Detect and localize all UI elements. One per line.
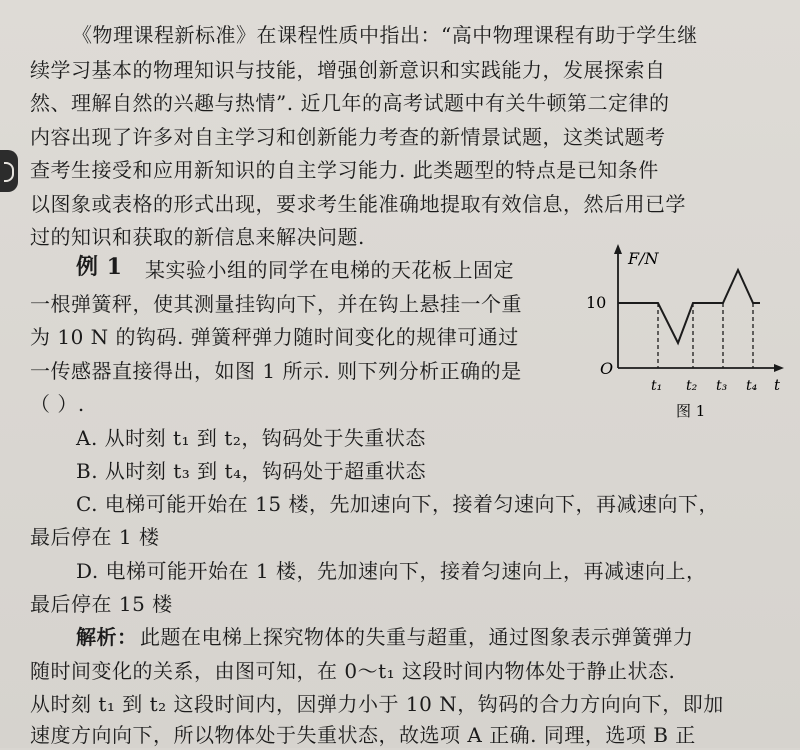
x-axis-label: t [774,376,781,394]
example-line-5: （ ）. [30,392,85,416]
option-c-line-1: C. 电梯可能开始在 15 楼，先加速向下，接着匀速向下，再减速向下， [76,492,719,516]
t1-label: t₁ [651,378,663,394]
option-c-line-2: 最后停在 1 楼 [30,525,160,549]
figure-caption: 图 1 [676,402,706,420]
option-d-line-1: D. 电梯可能开始在 1 楼，先加速向下，接着匀速向上，再减速向上， [76,559,707,583]
example-line-4: 一传感器直接得出，如图 1 所示. 则下列分析正确的是 [30,359,522,383]
option-a: A. 从时刻 t₁ 到 t₂，钩码处于失重状态 [76,426,426,450]
analysis-line-1: 此题在电梯上探究物体的失重与超重，通过图象表示弹簧弹力 [140,625,694,649]
x-axis-arrow [774,364,784,372]
example-label: 例 1 [76,254,123,280]
analysis-line-2: 随时间变化的关系，由图可知，在 0～t₁ 这段时间内物体处于静止状态. [30,659,676,683]
intro-line-7: 过的知识和获取的新信息来解决问题. [30,225,365,249]
analysis-line-3: 从时刻 t₁ 到 t₂ 这段时间内，因弹力小于 10 N，钩码的合力方向向下，即加 [30,692,724,716]
t2-label: t₂ [686,378,698,394]
origin-label: O [600,359,614,378]
example-line-1: 某实验小组的同学在电梯的天花板上固定 [145,258,514,282]
intro-line-2: 续学习基本的物理知识与技能，增强创新意识和实践能力，发展探索自 [30,58,666,82]
analysis-label: 解析： [76,625,138,649]
force-time-graph [586,240,788,430]
page-edge-tab [0,150,18,192]
y-axis-arrow [614,244,622,254]
option-b: B. 从时刻 t₃ 到 t₄，钩码处于超重状态 [76,459,427,483]
intro-line-5: 查考生接受和应用新知识的自主学习能力. 此类题型的特点是已知条件 [30,158,659,182]
t3-label: t₃ [716,378,728,394]
intro-line-6: 以图象或表格的形式出现，要求考生能准确地提取有效信息，然后用已学 [30,192,686,216]
option-d-line-2: 最后停在 15 楼 [30,592,173,616]
y-tick-label: 10 [586,293,607,312]
example-line-3: 为 10 N 的钩码. 弹簧秤弹力随时间变化的规律可通过 [30,325,519,349]
example-line-2: 一根弹簧秤，使其测量挂钩向下，并在钩上悬挂一个重 [30,292,522,316]
intro-line-4: 内容出现了许多对自主学习和创新能力考查的新情景试题，这类试题考 [30,125,666,149]
intro-line-3: 然、理解自然的兴趣与热情”. 近几年的高考试题中有关牛顿第二定律的 [30,91,670,115]
t4-label: t₄ [746,378,758,394]
analysis-line-4: 速度方向向下，所以物体处于失重状态，故选项 A 正确. 同理，选项 B 正 [30,723,696,747]
intro-line-1: 《物理课程新标准》在课程性质中指出：“高中物理课程有助于学生继 [72,23,698,47]
y-axis-label: F/N [628,249,659,268]
force-curve [618,270,760,343]
figure-1 [586,240,788,430]
